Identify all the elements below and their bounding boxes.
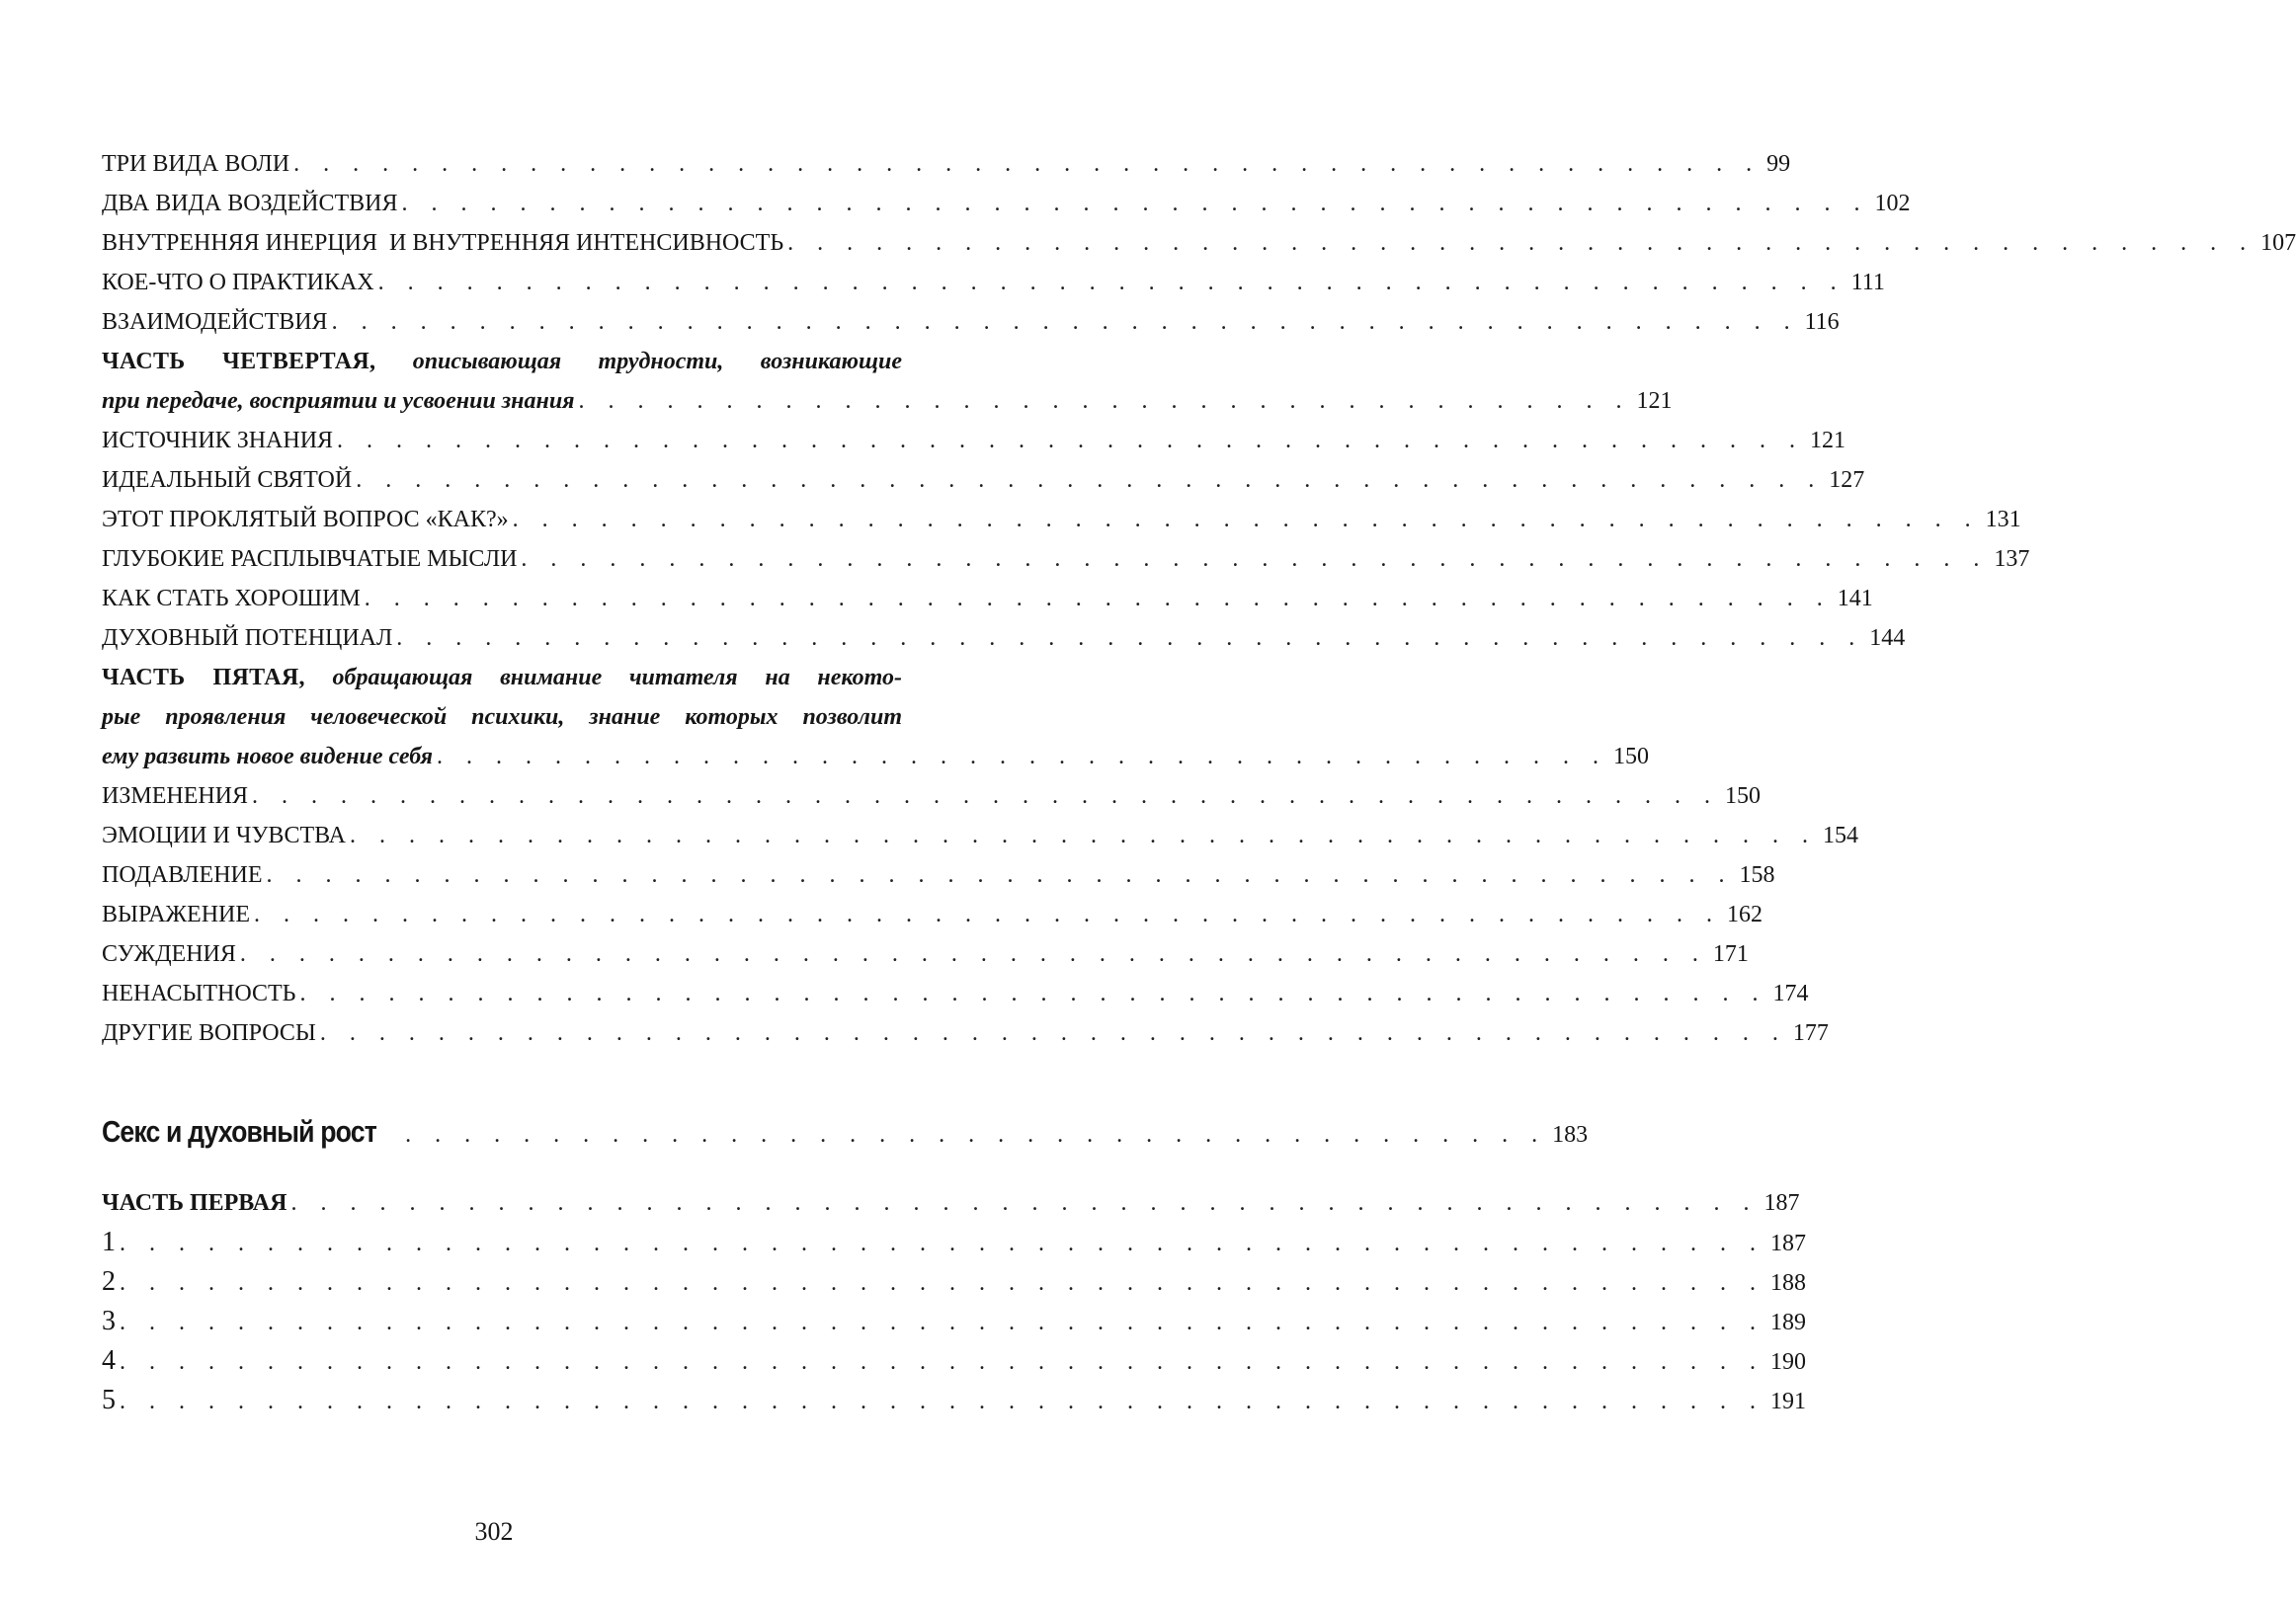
leader-dots: . . . . . . . . . . . . . . . . . . . . . . . . . . . . . . . . . . . . . . . . . . . . . . . . . . xyxy=(331,309,1799,335)
part-heading-last-line xyxy=(102,737,1649,776)
toc-entry-title: ДРУГИЕ ВОПРОСЫ xyxy=(102,1020,316,1046)
leader-dots: . . . . . . . . . . . . . . . . . . . . . . . . . . . . . . . . . . . . . . . . . . . . . . . . . . xyxy=(349,823,1817,848)
leader-dots: . . . . . . . . . . . . . . . . . . . . . . . . . . . . . . . . . . . . . . . . . . . . . . . . . . xyxy=(512,507,1980,532)
toc-entry[interactable] xyxy=(102,302,1840,342)
toc-entry-title: ЭМОЦИИ И ЧУВСТВА xyxy=(102,823,346,848)
leader-dots: . . . . . . . . . . . . . . . . . . . . . . . . . . . . . . . . . . . . . . . . . . . . . . . . . . xyxy=(254,902,1722,927)
spacer xyxy=(102,1164,902,1183)
leader-dots: . . . . . . . . . . . . . . . . . . . . . . . . . . . . . . . . . . . . . . . . . . . . . . . . . . xyxy=(266,862,1734,888)
toc-entry-page: 187 xyxy=(1763,1190,1800,1216)
toc-entry[interactable] xyxy=(102,1381,1806,1420)
toc-entry[interactable] xyxy=(102,895,1763,934)
toc-entry[interactable] xyxy=(102,776,1762,816)
toc-entry-title: ВЫРАЖЕНИЕ xyxy=(102,902,251,927)
leader-dots: . . . . . . . . . . . . . . . . . . . . . . . . . . . . . . . . . . . . . . . . xyxy=(436,744,1607,769)
toc-entry[interactable] xyxy=(102,816,1858,855)
leader-dots: . . . . . . . . . . . . . . . . . . . . . . . . . . . . . . . . . . . . . . . . . . . . . . . . . . . . . . . . xyxy=(120,1349,1764,1375)
toc-entry-title: 2 xyxy=(102,1266,116,1297)
leader-dots: . . . . . . . . . . . . . . . . . . . . . . . . . . . . . . . . . . . . . . . . . . . . . . . . . . xyxy=(252,783,1720,809)
toc-entry-page: 158 xyxy=(1739,862,1775,888)
toc-entry-title: ТРИ ВИДА ВОЛИ xyxy=(102,151,290,177)
toc-entry-title: ИСТОЧНИК ЗНАНИЯ xyxy=(102,428,334,453)
leader-dots: . . . . . . . . . . . . . . . . . . . . . . . . . . . . . . . . . . . . . . . . . . . . . . . . . . xyxy=(290,1190,1759,1216)
toc-entry-title: 4 xyxy=(102,1345,116,1376)
toc-entry-page: 188 xyxy=(1770,1270,1806,1296)
leader-dots: . . . . . . . . . . . . . . . . . . . . . . . . . . . . . . . . . . . . . . . . . . . . . . . . . . . . . . . . xyxy=(120,1270,1764,1296)
toc-entry-page: 131 xyxy=(1985,507,2021,532)
leader-dots: . . . . . . . . . . . . . . . . . . . . . . . . . . . . . . . . . . . . . . . . . . . . . . . . . . xyxy=(787,230,2255,256)
toc-entry-page: 137 xyxy=(1994,546,2030,572)
part-label: ЧАСТЬ ЧЕТВЕРТАЯ, xyxy=(102,349,376,374)
toc-entry[interactable] xyxy=(102,263,1885,302)
toc-entry-page: 191 xyxy=(1770,1389,1806,1414)
leader-dots: . . . . . . . . . . . . . . . . . . . . . . . . . . . . . . . . . . . . . . . . . . . . . . . . . . xyxy=(377,270,1845,295)
toc-entry[interactable] xyxy=(102,1341,1806,1381)
toc-entry-page: 150 xyxy=(1612,744,1649,769)
spacer xyxy=(102,1053,902,1100)
toc-entry-title: 5 xyxy=(102,1385,116,1415)
part-description: ему развить новое видение себя xyxy=(102,744,433,769)
toc-entry[interactable] xyxy=(102,421,1846,460)
toc-entry-title: ИДЕАЛЬНЫЙ СВЯТОЙ xyxy=(102,467,353,493)
toc-entry-page: 171 xyxy=(1712,941,1749,967)
leader-dots: . . . . . . . . . . . . . . . . . . . . . . . . . . . . . . . . . . . . . . . . . . . . . . . . . . xyxy=(356,467,1824,493)
part-description: рые проявления человеческой психики, знание которых позволит xyxy=(102,704,902,730)
toc-entry-title: ВНУТРЕННЯЯ ИНЕРЦИЯ И ВНУТРЕННЯЯ ИНТЕНСИВНОСТЬ xyxy=(102,230,784,256)
toc-entry-page: 99 xyxy=(1766,151,1791,177)
toc-entry[interactable] xyxy=(102,1262,1806,1302)
leader-dots: . . . . . . . . . . . . . . . . . . . . . . . . . . . . . . . . . . . . . . . . . . . . . . . . . . xyxy=(521,546,1989,572)
toc-entry-page: 116 xyxy=(1804,309,1840,335)
toc-entry[interactable] xyxy=(102,934,1749,974)
toc-entry[interactable] xyxy=(102,184,1911,223)
part-heading-line xyxy=(102,697,902,737)
leader-dots: . . . . . . . . . . . . . . . . . . . . . . . . . . . . . . . . . . . . . . . . . . . . . . . . . . xyxy=(396,625,1864,651)
toc-entry-page: 127 xyxy=(1829,467,1865,493)
toc-entry-title: ДВА ВИДА ВОЗДЕЙСТВИЯ xyxy=(102,191,398,216)
toc-entry-page: 121 xyxy=(1636,388,1673,414)
leader-dots: . . . . . . . . . . . . . . . . . . . . . . . . . . . . . . . . . . . . . . . . . . . . . . . . . . xyxy=(319,1020,1787,1046)
toc-entry-title: ВЗАИМОДЕЙСТВИЯ xyxy=(102,309,328,335)
toc-entry[interactable] xyxy=(102,1223,1806,1262)
toc-entry-title: 3 xyxy=(102,1306,116,1336)
section-title: Секс и духовный рост xyxy=(102,1114,376,1149)
leader-dots: . . . . . . . . . . . . . . . . . . . . . . . . . . . . . . . . . . . . . . . xyxy=(405,1122,1547,1148)
toc-entry-page: 154 xyxy=(1822,823,1858,848)
toc-entry-page: 107 xyxy=(2260,230,2296,256)
part-heading-last-line xyxy=(102,381,1673,421)
toc-entry-page: 144 xyxy=(1869,625,1906,651)
toc-entry-title: СУЖДЕНИЯ xyxy=(102,941,236,967)
leader-dots: . . . . . . . . . . . . . . . . . . . . . . . . . . . . . . . . . . . . . . . . . . . . . . . . . . . . . . . . xyxy=(120,1231,1764,1256)
part-heading-line xyxy=(102,658,902,697)
toc-entry-page: 183 xyxy=(1552,1122,1589,1148)
part-five-heading[interactable] xyxy=(102,658,1649,776)
toc-entry-title: ГЛУБОКИЕ РАСПЛЫВЧАТЫЕ МЫСЛИ xyxy=(102,546,518,572)
toc-entry-title: НЕНАСЫТНОСТЬ xyxy=(102,981,296,1006)
toc-entry-page: 190 xyxy=(1770,1349,1806,1375)
toc-entry-title: ИЗМЕНЕНИЯ xyxy=(102,783,249,809)
toc-entry-page: 121 xyxy=(1810,428,1846,453)
part-label: ЧАСТЬ ПЯТАЯ, xyxy=(102,665,305,690)
toc-entry-page: 177 xyxy=(1792,1020,1829,1046)
leader-dots: . . . . . . . . . . . . . . . . . . . . . . . . . . . . . . . . . . . . . . . . . . . . . . . . . . . . . . . . xyxy=(120,1389,1764,1414)
part-label: ЧАСТЬ ПЕРВАЯ xyxy=(102,1190,287,1216)
toc-entry-title: КАК СТАТЬ ХОРОШИМ xyxy=(102,586,361,611)
toc-entry[interactable] xyxy=(102,579,1873,618)
leader-dots: . . . . . . . . . . . . . . . . . . . . . . . . . . . . . . . . . . . . xyxy=(578,388,1631,414)
toc-entry[interactable] xyxy=(102,460,1865,500)
toc-entry-title: 1 xyxy=(102,1227,116,1257)
toc-entry-title: КОЕ-ЧТО О ПРАКТИКАХ xyxy=(102,270,374,295)
toc-entry[interactable] xyxy=(102,500,2021,539)
toc-entry-page: 187 xyxy=(1770,1231,1806,1256)
toc-entry[interactable] xyxy=(102,855,1775,895)
section-entry[interactable] xyxy=(102,1100,1589,1164)
leader-dots: . . . . . . . . . . . . . . . . . . . . . . . . . . . . . . . . . . . . . . . . . . . . . . . . . . xyxy=(299,981,1767,1006)
toc-entry[interactable] xyxy=(102,974,1809,1013)
toc-entry-page: 174 xyxy=(1772,981,1809,1006)
leader-dots: . . . . . . . . . . . . . . . . . . . . . . . . . . . . . . . . . . . . . . . . . . . . . . . . . . xyxy=(239,941,1707,967)
part-heading-line xyxy=(102,342,902,381)
part-description: при передаче, восприятии и усвоении знания xyxy=(102,388,575,414)
toc-entry-title: ПОДАВЛЕНИЕ xyxy=(102,862,263,888)
toc-entry[interactable] xyxy=(102,539,2030,579)
toc-entry-page: 162 xyxy=(1727,902,1763,927)
part-description: обращающая внимание читателя на некото- xyxy=(332,665,902,690)
part-one-entry[interactable] xyxy=(102,1183,1800,1223)
toc-entry-page: 102 xyxy=(1874,191,1911,216)
leader-dots: . . . . . . . . . . . . . . . . . . . . . . . . . . . . . . . . . . . . . . . . . . . . . . . . . . . . . . . . xyxy=(120,1310,1764,1335)
leader-dots: . . . . . . . . . . . . . . . . . . . . . . . . . . . . . . . . . . . . . . . . . . . . . . . . . . xyxy=(401,191,1869,216)
page-number: 302 xyxy=(474,1517,514,1546)
toc-entry[interactable] xyxy=(102,223,2296,263)
toc-entry[interactable] xyxy=(102,144,1791,184)
toc-entry-page: 189 xyxy=(1770,1310,1806,1335)
toc-entry[interactable] xyxy=(102,618,1906,658)
leader-dots: . . . . . . . . . . . . . . . . . . . . . . . . . . . . . . . . . . . . . . . . . . . . . . . . . . xyxy=(364,586,1832,611)
toc-entry-page: 111 xyxy=(1850,270,1885,295)
toc-entry-page: 150 xyxy=(1725,783,1762,809)
toc-entry[interactable] xyxy=(102,1302,1806,1341)
leader-dots: . . . . . . . . . . . . . . . . . . . . . . . . . . . . . . . . . . . . . . . . . . . . . . . . . . xyxy=(293,151,1762,177)
part-description: описывающая трудности, возникающие xyxy=(412,349,902,374)
toc-entry-title: ЭТОТ ПРОКЛЯТЫЙ ВОПРОС «КАК?» xyxy=(102,507,509,532)
part-four-heading[interactable] xyxy=(102,342,1673,421)
leader-dots: . . . . . . . . . . . . . . . . . . . . . . . . . . . . . . . . . . . . . . . . . . . . . . . . . . xyxy=(337,428,1805,453)
toc-entry[interactable] xyxy=(102,1013,1829,1053)
toc-entry-title: ДУХОВНЫЙ ПОТЕНЦИАЛ xyxy=(102,625,393,651)
table-of-contents xyxy=(102,144,2296,1420)
toc-entry-page: 141 xyxy=(1837,586,1873,611)
